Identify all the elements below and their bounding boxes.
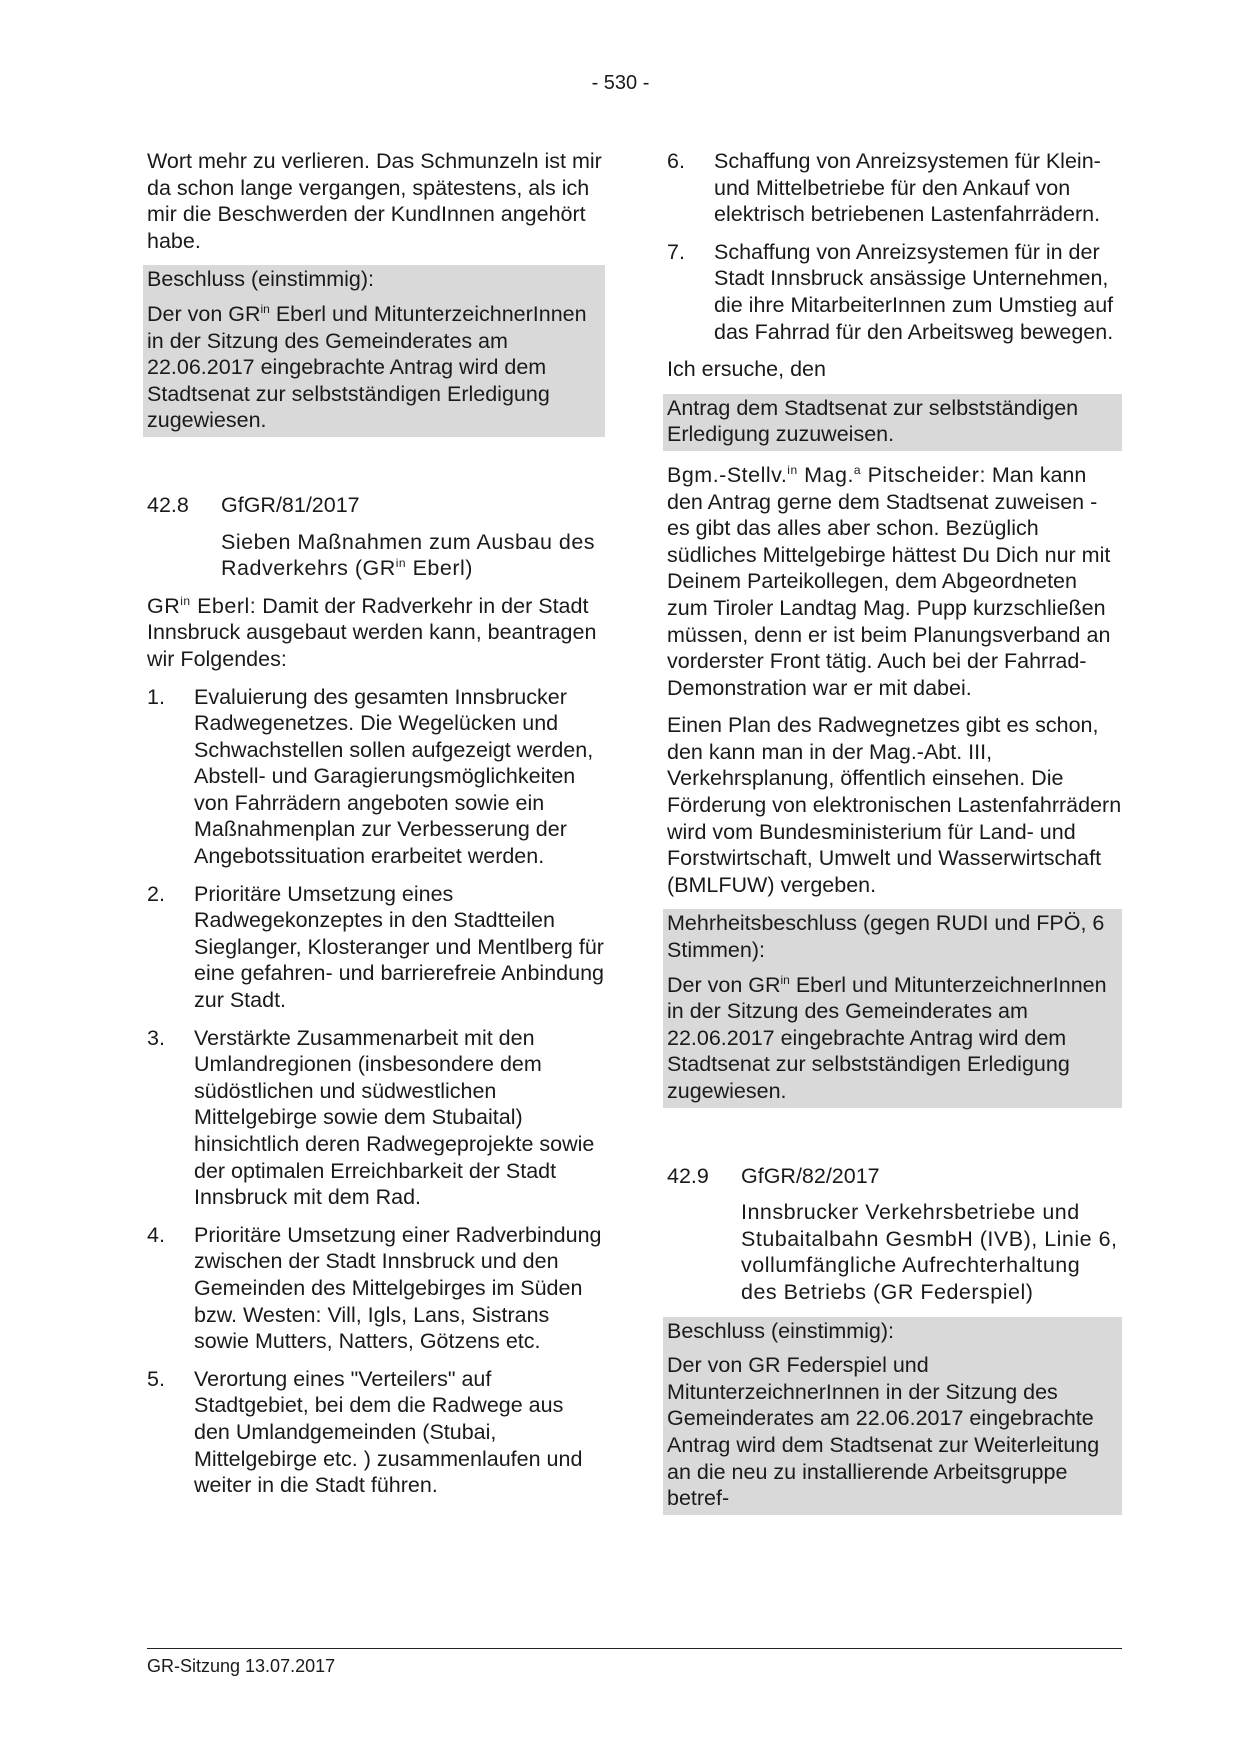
agenda-item-title: Sieben Maßnahmen zum Ausbau des Radverkehrs ($GR^{in}$ Eberl) xyxy=(221,529,596,581)
intro-paragraph: Wort mehr zu verlieren. Das Schmunzeln ist mir da schon lange vergangen, spätestens, als ich mir die Beschwerden der KundInnen angehört habe. xyxy=(147,149,602,253)
list-item: 4. Prioritäre Umsetzung einer Radverbindung zwischen der Stadt Innsbruck und den Gemeinden des Mittelgebirges im Süden bzw. Westen: Vill, Igls, Lans, Sistrans sowie Mutters, Natters, Götzens etc. xyxy=(147,1222,602,1354)
resolution-text: Der von GR Federspiel und MitunterzeichnerInnen in der Sitzung des Gemeinderates am 22.06.2017 eingebrachte Antrag wird dem Stadtsenat zur Weiterleitung an die neu zu installierende Arbeitsgruppe betref- xyxy=(667,1353,1100,1511)
page-number: - 530 - xyxy=(591,72,650,94)
resolution-label: Mehrheitsbeschluss (gegen RUDI und FPÖ, 6 Stimmen): xyxy=(667,911,1105,963)
resolution-text: Der von $GR^{in}$ Eberl und MitunterzeichnerInnen in der Sitzung des Gemeinderates am 22.06.2017 eingebrachte Antrag wird dem Stadtsenat zur selbstständigen Erledigung zugewiesen. xyxy=(667,972,1107,1103)
agenda-item-42-9 xyxy=(667,1163,1122,1190)
list-item: 2. Prioritäre Umsetzung eines Radwegekonzeptes in den Stadtteilen Sieglanger, Klosteranger und Mentlberg für eine gefahren- und barrierefreie Anbindung zur Stadt. xyxy=(147,881,604,1013)
list-item: 6. Schaffung von Anreizsystemen für Klein- und Mittelbetriebe für den Ankauf von elektrisch betriebenen Lastenfahrrädern. xyxy=(667,149,1101,227)
resolution-text: Der von $GR^{in}$ Eberl und MitunterzeichnerInnen in der Sitzung des Gemeinderates am 22.06.2017 eingebrachte Antrag wird dem Stadtsenat zur selbstständigen Erledigung zugewiesen. xyxy=(147,301,587,433)
measures-list xyxy=(147,684,605,1499)
list-item: 3. Verstärkte Zusammenarbeit mit den Umlandregionen (insbesondere dem südöstlichen und südwestlichen Mittelgebirge sowie dem Stubaital) hinsichtlich deren Radwegeprojekte sowie der optimalen Erreichbarkeit der Stadt Innsbruck mit dem Rad. xyxy=(147,1025,595,1210)
resolution-label: Beschluss (einstimmig): xyxy=(667,1318,894,1343)
list-item: 5. Verortung eines "Verteilers" auf Stadtgebiet, bei dem die Radwege aus den Umlandgemeinden (Stubai, Mittelgebirge etc. ) zusammenlaufen und weiter in die Stadt führen. xyxy=(147,1366,583,1498)
request-text: Ich ersuche, den xyxy=(667,357,826,382)
agenda-item-ref: GfGR/81/2017 xyxy=(221,492,360,517)
right-column xyxy=(667,148,1122,1515)
body-paragraph: Einen Plan des Radwegnetzes gibt es schon, den kann man in der Mag.-Abt. III, Verkehrsplanung, öffentlich einsehen. Die Förderung von elektronischen Lastenfahrrädern wird vom Bundesministerium für Land- und Forstwirtschaft, Umwelt und Wasserwirtschaft (BMLFUW) vergeben. xyxy=(667,713,1122,897)
request-box: Antrag dem Stadtsenat zur selbstständigen Erledigung zuzuweisen. xyxy=(663,394,1122,451)
footer-divider xyxy=(147,1648,1122,1649)
list-item: 7. Schaffung von Anreizsystemen für in der Stadt Innsbruck ansässige Unternehmen, die ihre MitarbeiterInnen zum Umstieg auf das Fahrrad für den Arbeitsweg bewegen. xyxy=(667,239,1114,344)
agenda-item-ref: GfGR/82/2017 xyxy=(741,1163,880,1188)
resolution-label: Beschluss (einstimmig): xyxy=(147,267,374,292)
agenda-item-number: 42.8 xyxy=(147,492,189,517)
speaker-paragraph: $GR^{in}$ Eberl: Damit der Radverkehr in der Stadt Innsbruck ausgebaut werden kann, beantragen wir Folgendes: xyxy=(147,593,597,671)
list-item: 1. Evaluierung des gesamten Innsbrucker Radwegenetzes. Die Wegelücken und Schwachstellen sollen aufgezeigt werden, Abstell- und Garagierungsmöglichkeiten von Fahrrädern angeboten sowie ein Maßnahmenplan zur Verbesserung der Angebotssituation erarbeitet werden. xyxy=(147,684,594,869)
footer-text: GR-Sitzung 13.07.2017 xyxy=(147,1656,336,1676)
resolution-box-1 xyxy=(143,265,605,437)
speaker-name: $GR^{in}$ Eberl: xyxy=(147,593,257,618)
left-column xyxy=(147,148,605,1510)
measures-list-continued xyxy=(667,148,1122,345)
resolution-box-2 xyxy=(663,909,1122,1107)
speaker-paragraph: Bgm.-Stellv.$^{in}$ Mag.$^a$ Pitscheider: Man kann den Antrag gerne dem Stadtsenat zuweisen - es gibt das alles aber schon. Bezüglich südliches Mittelgebirge hättest Du Dich nur mit Deinem Parteikollegen, dem Abgeordneten zum Tiroler Landtag Mag. Pupp kurzschließen müssen, denn er ist beim Planungsverband an vorderster Front tätig. Auch bei der Fahrrad-Demonstration war er mit dabei. xyxy=(667,462,1111,700)
agenda-item-42-8 xyxy=(147,492,605,519)
resolution-box-3 xyxy=(663,1317,1122,1515)
speaker-name: Bgm.-Stellv.$^{in}$ Mag.$^a$ Pitscheider: xyxy=(667,462,986,487)
agenda-item-title: Innsbrucker Verkehrsbetriebe und Stubaitalbahn GesmbH (IVB), Linie 6, vollumfängliche Aufrechterhaltung des Betriebs (GR Federspiel) xyxy=(741,1200,1118,1304)
agenda-item-number: 42.9 xyxy=(667,1163,709,1188)
